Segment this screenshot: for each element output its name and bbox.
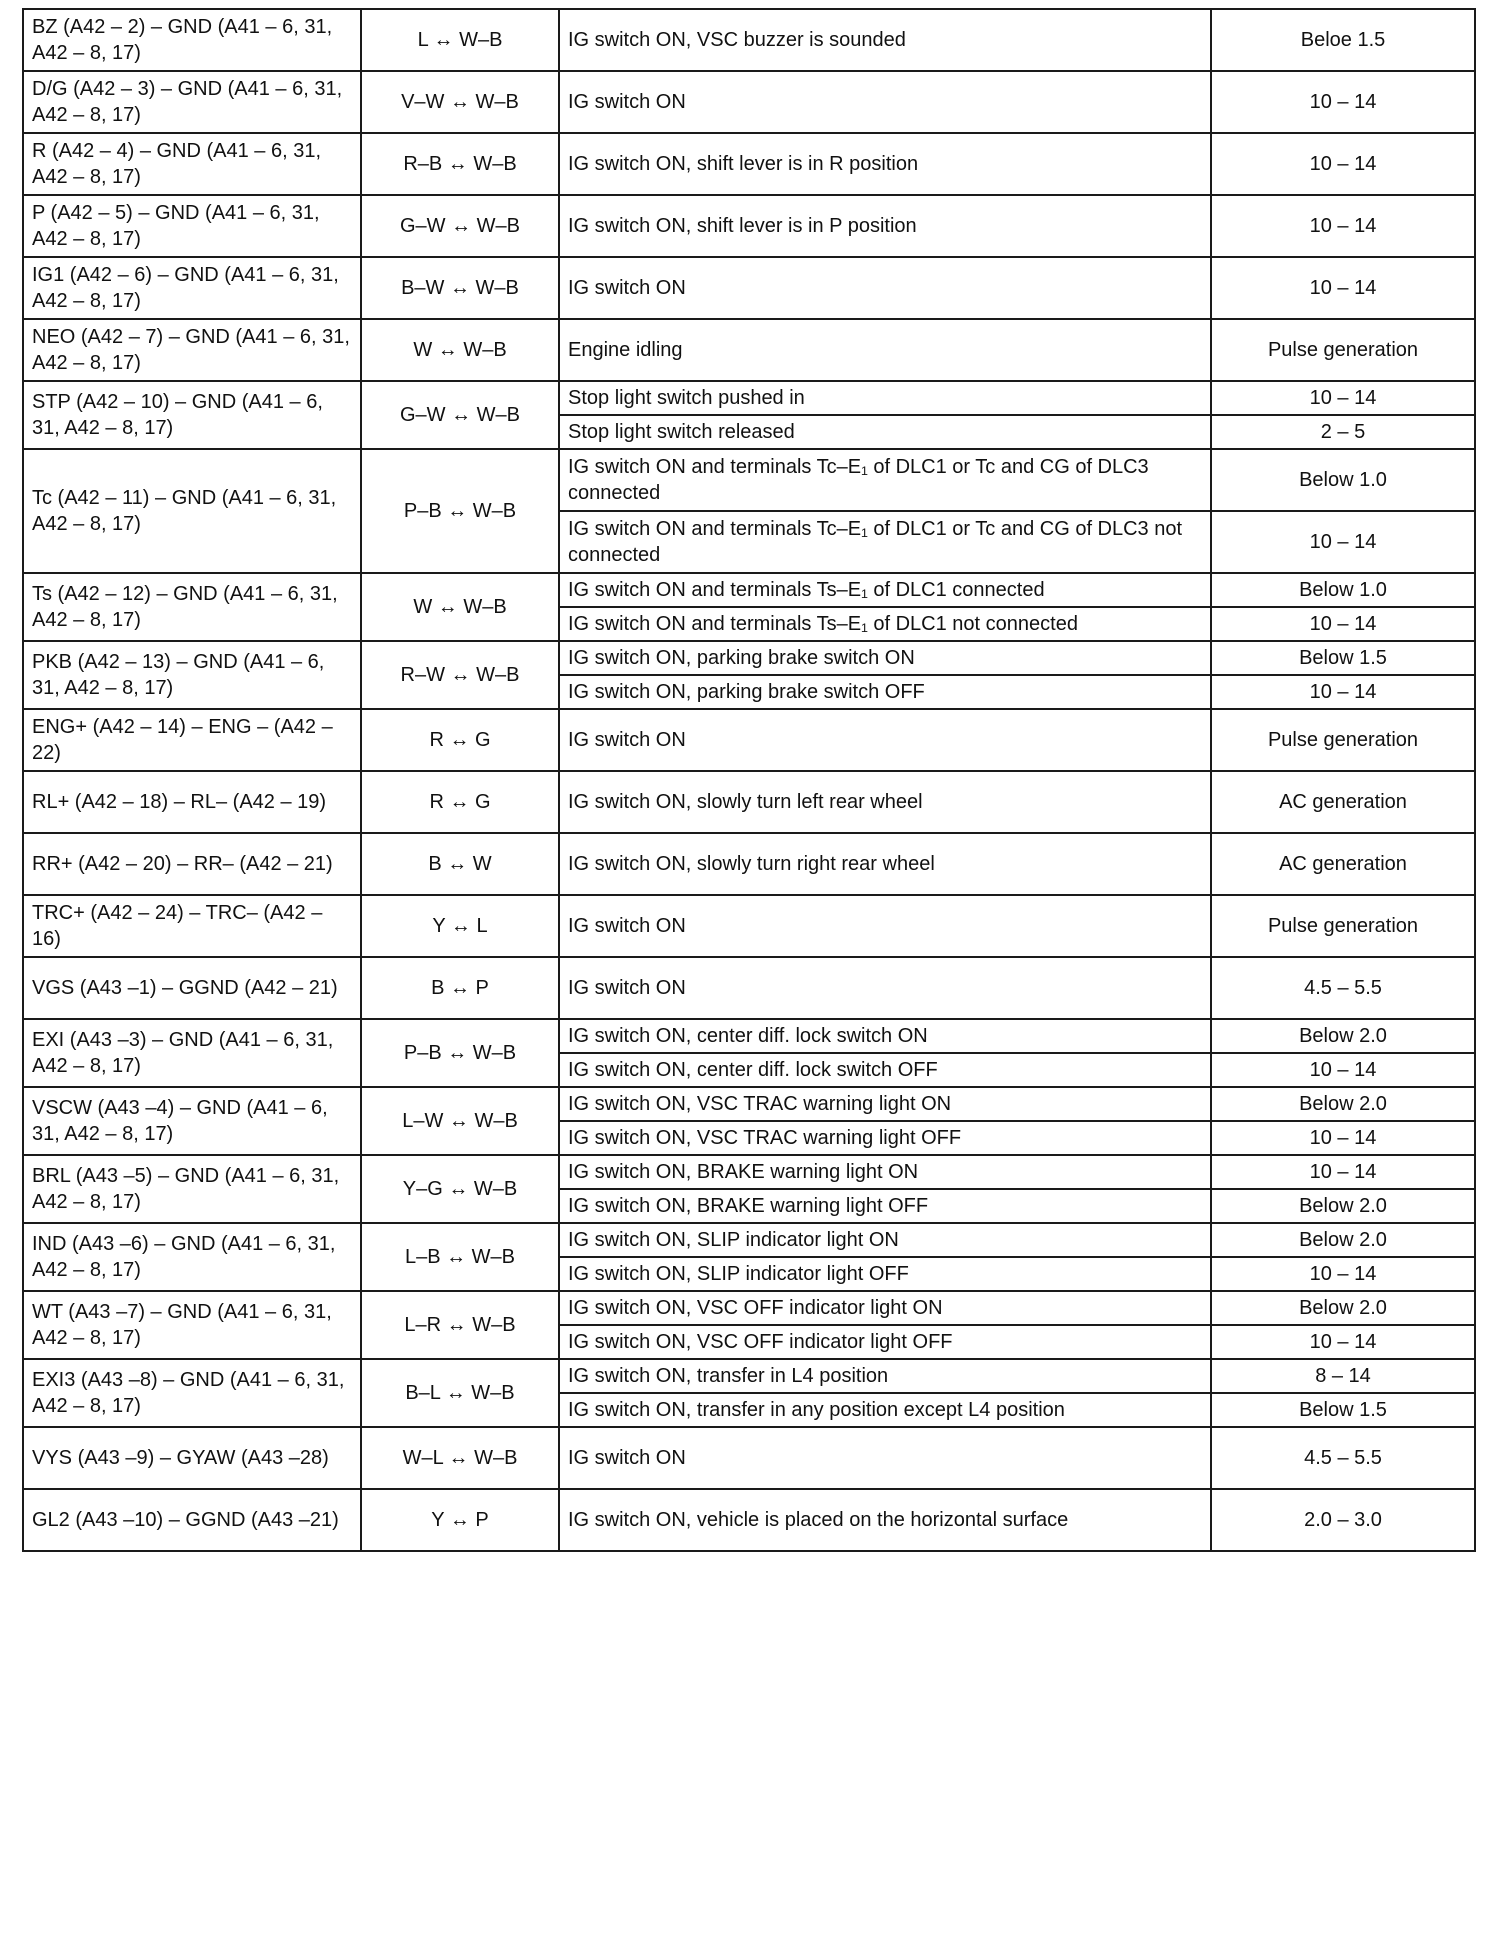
specified-condition-cell: Below 1.5 bbox=[1211, 641, 1475, 675]
specified-condition-cell: AC generation bbox=[1211, 833, 1475, 895]
table-row bbox=[23, 1427, 1475, 1489]
condition-cell: IG switch ON, VSC TRAC warning light OFF bbox=[559, 1121, 1211, 1155]
condition-cell: IG switch ON, VSC OFF indicator light ON bbox=[559, 1291, 1211, 1325]
condition-cell: IG switch ON bbox=[559, 257, 1211, 319]
table-row bbox=[23, 381, 1475, 415]
condition-cell: Engine idling bbox=[559, 319, 1211, 381]
wire-color-cell: W–L ↔ W–B bbox=[361, 1427, 559, 1489]
terminal-cell: RR+ (A42 – 20) – RR– (A42 – 21) bbox=[23, 833, 361, 895]
condition-cell: IG switch ON, transfer in any position except L4 position bbox=[559, 1393, 1211, 1427]
condition-cell: IG switch ON and terminals Ts–E₁ of DLC1 connected bbox=[559, 573, 1211, 607]
wire-color-cell: L ↔ W–B bbox=[361, 9, 559, 71]
terminal-cell: ENG+ (A42 – 14) – ENG – (A42 – 22) bbox=[23, 709, 361, 771]
specified-condition-cell: 10 – 14 bbox=[1211, 1155, 1475, 1189]
wire-color-cell: L–B ↔ W–B bbox=[361, 1223, 559, 1291]
terminal-cell: VGS (A43 –1) – GGND (A42 – 21) bbox=[23, 957, 361, 1019]
terminal-cell: BRL (A43 –5) – GND (A41 – 6, 31, A42 – 8, 17) bbox=[23, 1155, 361, 1223]
specified-condition-cell: 4.5 – 5.5 bbox=[1211, 957, 1475, 1019]
wire-color-cell: B ↔ W bbox=[361, 833, 559, 895]
condition-cell: IG switch ON, shift lever is in R position bbox=[559, 133, 1211, 195]
specified-condition-cell: Below 1.0 bbox=[1211, 449, 1475, 511]
specified-condition-cell: 10 – 14 bbox=[1211, 1325, 1475, 1359]
wire-color-cell: L–R ↔ W–B bbox=[361, 1291, 559, 1359]
terminal-cell: Ts (A42 – 12) – GND (A41 – 6, 31, A42 – 8, 17) bbox=[23, 573, 361, 641]
table-row bbox=[23, 895, 1475, 957]
specified-condition-cell: 10 – 14 bbox=[1211, 1257, 1475, 1291]
wire-color-cell: Y–G ↔ W–B bbox=[361, 1155, 559, 1223]
wire-color-cell: B–W ↔ W–B bbox=[361, 257, 559, 319]
table-row bbox=[23, 641, 1475, 675]
terminal-cell: EXI (A43 –3) – GND (A41 – 6, 31, A42 – 8, 17) bbox=[23, 1019, 361, 1087]
specified-condition-cell: 10 – 14 bbox=[1211, 195, 1475, 257]
condition-cell: IG switch ON, transfer in L4 position bbox=[559, 1359, 1211, 1393]
table-row bbox=[23, 1087, 1475, 1121]
condition-cell: IG switch ON, vehicle is placed on the horizontal surface bbox=[559, 1489, 1211, 1551]
table-row bbox=[23, 1155, 1475, 1189]
wire-color-cell: R–W ↔ W–B bbox=[361, 641, 559, 709]
terminal-cell: IG1 (A42 – 6) – GND (A41 – 6, 31, A42 – 8, 17) bbox=[23, 257, 361, 319]
table-row bbox=[23, 1223, 1475, 1257]
condition-cell: IG switch ON bbox=[559, 1427, 1211, 1489]
wire-color-cell: V–W ↔ W–B bbox=[361, 71, 559, 133]
table-row bbox=[23, 195, 1475, 257]
wire-color-cell: Y ↔ L bbox=[361, 895, 559, 957]
table-row bbox=[23, 319, 1475, 381]
specified-condition-cell: 2.0 – 3.0 bbox=[1211, 1489, 1475, 1551]
wire-color-cell: P–B ↔ W–B bbox=[361, 449, 559, 573]
wire-color-cell: W ↔ W–B bbox=[361, 573, 559, 641]
condition-cell: IG switch ON, parking brake switch OFF bbox=[559, 675, 1211, 709]
condition-cell: IG switch ON, SLIP indicator light ON bbox=[559, 1223, 1211, 1257]
wire-color-cell: R ↔ G bbox=[361, 709, 559, 771]
condition-cell: IG switch ON, BRAKE warning light OFF bbox=[559, 1189, 1211, 1223]
terminal-cell: TRC+ (A42 – 24) – TRC– (A42 – 16) bbox=[23, 895, 361, 957]
specified-condition-cell: 10 – 14 bbox=[1211, 257, 1475, 319]
condition-cell: IG switch ON bbox=[559, 709, 1211, 771]
wire-color-cell: W ↔ W–B bbox=[361, 319, 559, 381]
condition-cell: IG switch ON and terminals Ts–E₁ of DLC1 not connected bbox=[559, 607, 1211, 641]
condition-cell: IG switch ON, VSC buzzer is sounded bbox=[559, 9, 1211, 71]
table-row bbox=[23, 833, 1475, 895]
specified-condition-cell: 10 – 14 bbox=[1211, 1053, 1475, 1087]
specified-condition-cell: 10 – 14 bbox=[1211, 133, 1475, 195]
table-row bbox=[23, 9, 1475, 71]
table-row bbox=[23, 1489, 1475, 1551]
specified-condition-cell: Below 2.0 bbox=[1211, 1189, 1475, 1223]
condition-cell: IG switch ON bbox=[559, 71, 1211, 133]
wire-color-cell: L–W ↔ W–B bbox=[361, 1087, 559, 1155]
terminal-cell: Tc (A42 – 11) – GND (A41 – 6, 31, A42 – 8, 17) bbox=[23, 449, 361, 573]
condition-cell: IG switch ON and terminals Tc–E₁ of DLC1 or Tc and CG of DLC3 connected bbox=[559, 449, 1211, 511]
terminal-cell: WT (A43 –7) – GND (A41 – 6, 31, A42 – 8, 17) bbox=[23, 1291, 361, 1359]
condition-cell: Stop light switch pushed in bbox=[559, 381, 1211, 415]
specified-condition-cell: 10 – 14 bbox=[1211, 511, 1475, 573]
table-row bbox=[23, 257, 1475, 319]
terminal-cell: BZ (A42 – 2) – GND (A41 – 6, 31, A42 – 8, 17) bbox=[23, 9, 361, 71]
table-row bbox=[23, 449, 1475, 511]
terminal-cell: GL2 (A43 –10) – GGND (A43 –21) bbox=[23, 1489, 361, 1551]
condition-cell: IG switch ON, parking brake switch ON bbox=[559, 641, 1211, 675]
table-row bbox=[23, 71, 1475, 133]
terminal-cell: PKB (A42 – 13) – GND (A41 – 6, 31, A42 – 8, 17) bbox=[23, 641, 361, 709]
table-row bbox=[23, 1019, 1475, 1053]
wire-color-cell: B ↔ P bbox=[361, 957, 559, 1019]
terminal-cell: P (A42 – 5) – GND (A41 – 6, 31, A42 – 8, 17) bbox=[23, 195, 361, 257]
terminal-cell: IND (A43 –6) – GND (A41 – 6, 31, A42 – 8, 17) bbox=[23, 1223, 361, 1291]
condition-cell: IG switch ON bbox=[559, 957, 1211, 1019]
specified-condition-cell: Pulse generation bbox=[1211, 709, 1475, 771]
condition-cell: IG switch ON, VSC OFF indicator light OFF bbox=[559, 1325, 1211, 1359]
table-row bbox=[23, 1359, 1475, 1393]
specified-condition-cell: AC generation bbox=[1211, 771, 1475, 833]
wire-color-cell: G–W ↔ W–B bbox=[361, 195, 559, 257]
condition-cell: IG switch ON, center diff. lock switch OFF bbox=[559, 1053, 1211, 1087]
table-row bbox=[23, 709, 1475, 771]
terminal-cell: STP (A42 – 10) – GND (A41 – 6, 31, A42 – 8, 17) bbox=[23, 381, 361, 449]
table-row bbox=[23, 133, 1475, 195]
terminal-cell: D/G (A42 – 3) – GND (A41 – 6, 31, A42 – 8, 17) bbox=[23, 71, 361, 133]
wire-color-cell: R–B ↔ W–B bbox=[361, 133, 559, 195]
specified-condition-cell: 8 – 14 bbox=[1211, 1359, 1475, 1393]
condition-cell: IG switch ON and terminals Tc–E₁ of DLC1 or Tc and CG of DLC3 not connected bbox=[559, 511, 1211, 573]
specified-condition-cell: Below 2.0 bbox=[1211, 1291, 1475, 1325]
condition-cell: Stop light switch released bbox=[559, 415, 1211, 449]
terminal-cell: VYS (A43 –9) – GYAW (A43 –28) bbox=[23, 1427, 361, 1489]
condition-cell: IG switch ON, slowly turn right rear wheel bbox=[559, 833, 1211, 895]
condition-cell: IG switch ON, slowly turn left rear wheel bbox=[559, 771, 1211, 833]
specified-condition-cell: 10 – 14 bbox=[1211, 1121, 1475, 1155]
terminal-cell: EXI3 (A43 –8) – GND (A41 – 6, 31, A42 – 8, 17) bbox=[23, 1359, 361, 1427]
specified-condition-cell: 10 – 14 bbox=[1211, 71, 1475, 133]
wire-color-cell: G–W ↔ W–B bbox=[361, 381, 559, 449]
terminal-cell: NEO (A42 – 7) – GND (A41 – 6, 31, A42 – 8, 17) bbox=[23, 319, 361, 381]
specified-condition-cell: Beloe 1.5 bbox=[1211, 9, 1475, 71]
condition-cell: IG switch ON, center diff. lock switch ON bbox=[559, 1019, 1211, 1053]
specified-condition-cell: 10 – 14 bbox=[1211, 675, 1475, 709]
terminal-cell: VSCW (A43 –4) – GND (A41 – 6, 31, A42 – 8, 17) bbox=[23, 1087, 361, 1155]
specified-condition-cell: Below 2.0 bbox=[1211, 1223, 1475, 1257]
table-row bbox=[23, 573, 1475, 607]
specified-condition-cell: Pulse generation bbox=[1211, 319, 1475, 381]
wire-color-cell: Y ↔ P bbox=[361, 1489, 559, 1551]
terminal-spec-body bbox=[23, 9, 1475, 1551]
specified-condition-cell: 4.5 – 5.5 bbox=[1211, 1427, 1475, 1489]
specified-condition-cell: Pulse generation bbox=[1211, 895, 1475, 957]
wire-color-cell: R ↔ G bbox=[361, 771, 559, 833]
condition-cell: IG switch ON, BRAKE warning light ON bbox=[559, 1155, 1211, 1189]
terminal-cell: RL+ (A42 – 18) – RL– (A42 – 19) bbox=[23, 771, 361, 833]
condition-cell: IG switch ON, shift lever is in P position bbox=[559, 195, 1211, 257]
specified-condition-cell: 10 – 14 bbox=[1211, 381, 1475, 415]
specified-condition-cell: Below 2.0 bbox=[1211, 1019, 1475, 1053]
table-row bbox=[23, 957, 1475, 1019]
specified-condition-cell: Below 1.5 bbox=[1211, 1393, 1475, 1427]
wire-color-cell: B–L ↔ W–B bbox=[361, 1359, 559, 1427]
condition-cell: IG switch ON, SLIP indicator light OFF bbox=[559, 1257, 1211, 1291]
specified-condition-cell: 10 – 14 bbox=[1211, 607, 1475, 641]
terminal-cell: R (A42 – 4) – GND (A41 – 6, 31, A42 – 8, 17) bbox=[23, 133, 361, 195]
specified-condition-cell: Below 2.0 bbox=[1211, 1087, 1475, 1121]
specified-condition-cell: Below 1.0 bbox=[1211, 573, 1475, 607]
table-row bbox=[23, 771, 1475, 833]
specified-condition-cell: 2 – 5 bbox=[1211, 415, 1475, 449]
condition-cell: IG switch ON, VSC TRAC warning light ON bbox=[559, 1087, 1211, 1121]
wire-color-cell: P–B ↔ W–B bbox=[361, 1019, 559, 1087]
condition-cell: IG switch ON bbox=[559, 895, 1211, 957]
terminal-spec-table bbox=[22, 8, 1476, 1552]
table-row bbox=[23, 1291, 1475, 1325]
